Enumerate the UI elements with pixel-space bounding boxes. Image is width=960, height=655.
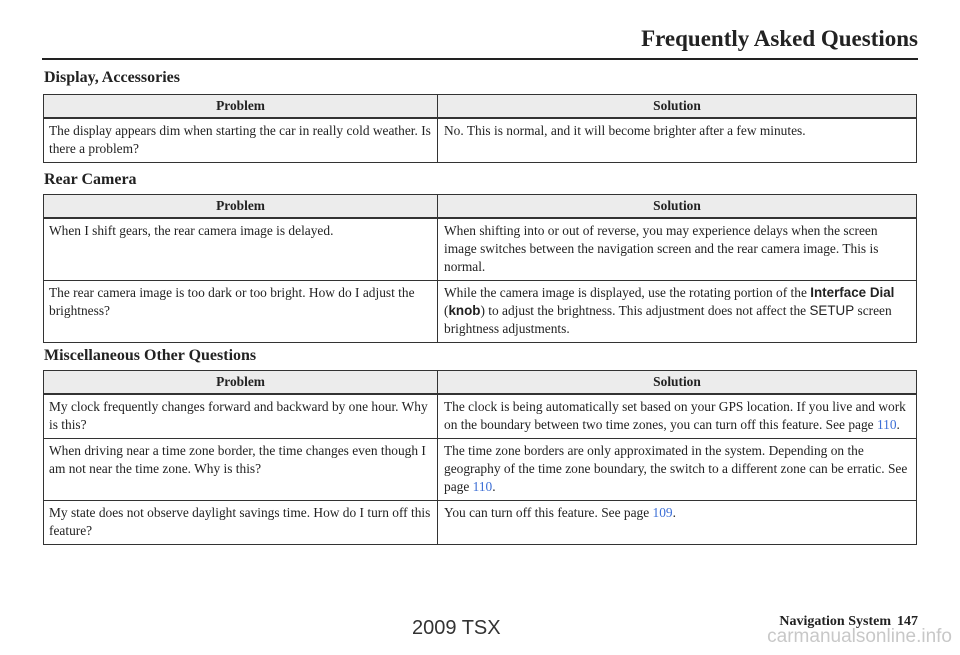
- table-row: [44, 218, 917, 281]
- watermark: carmanualsonline.info: [767, 626, 952, 647]
- page-title: Frequently Asked Questions: [641, 26, 918, 51]
- section-heading-display: Display, Accessories: [44, 69, 180, 86]
- problem-cell: My clock frequently changes forward and backward by one hour. Why is this?: [44, 394, 438, 439]
- column-header-solution: Solution: [438, 195, 917, 219]
- table-row: [44, 118, 917, 163]
- model-label: 2009 TSX: [412, 617, 501, 639]
- page-reference-link[interactable]: 110: [472, 479, 493, 494]
- problem-cell: When I shift gears, the rear camera image is delayed.: [44, 218, 438, 281]
- column-header-solution: Solution: [438, 95, 917, 119]
- section-heading-rear-camera: Rear Camera: [44, 171, 137, 188]
- table-header-row: [44, 371, 917, 395]
- problem-cell: My state does not observe daylight savings time. How do I turn off this feature?: [44, 501, 438, 545]
- table-row: [44, 281, 917, 343]
- problem-cell: The rear camera image is too dark or too bright. How do I adjust the brightness?: [44, 281, 438, 343]
- solution-cell: The clock is being automatically set based on your GPS location. If you live and work on the boundary between two time zones, you can turn off this feature. See page 110.: [438, 394, 917, 439]
- column-header-problem: Problem: [44, 95, 438, 119]
- solution-text: You can turn off this feature. See page: [444, 505, 653, 520]
- title-rule: [42, 58, 918, 60]
- solution-text: The clock is being automatically set based on your GPS location. If you live and work on the boundary between two time zones, you can turn off this feature. See page: [444, 399, 906, 432]
- problem-cell: The display appears dim when starting the car in really cold weather. Is there a problem?: [44, 118, 438, 163]
- section-heading-misc: Miscellaneous Other Questions: [44, 347, 257, 364]
- faq-table-rear-camera: [43, 194, 917, 343]
- problem-cell: When driving near a time zone border, the time changes even though I am not near the time zone. Why is this?: [44, 439, 438, 501]
- solution-text: ) to adjust the brightness. This adjustment does not affect the: [480, 303, 810, 318]
- table-row: [44, 501, 917, 545]
- solution-text: While the camera image is displayed, use the rotating portion of the: [444, 285, 811, 300]
- table-header-row: [44, 195, 917, 219]
- table-header-row: [44, 95, 917, 119]
- solution-text: screen brightness adjustments.: [444, 303, 892, 336]
- solution-text: (: [444, 303, 449, 318]
- column-header-problem: Problem: [44, 371, 438, 395]
- solution-cell: The time zone borders are only approximated in the system. Depending on the geography of the time zone boundary, the switch to a different zone can be erratic. See page 110.: [438, 439, 917, 501]
- table-row: [44, 439, 917, 501]
- interface-dial-label: Interface Dial: [810, 285, 895, 300]
- page-reference-link[interactable]: 110: [876, 417, 897, 432]
- faq-table-display: [43, 94, 917, 163]
- column-header-solution: Solution: [438, 371, 917, 395]
- column-header-problem: Problem: [44, 195, 438, 219]
- page-number: 147: [897, 614, 918, 629]
- solution-cell: When shifting into or out of reverse, you may experience delays when the screen image switches between the navigation screen and the rear camera image. This is normal.: [438, 218, 917, 281]
- table-row: [44, 394, 917, 439]
- footer-nav-label: Navigation System: [779, 614, 891, 629]
- page-reference-link[interactable]: 109: [652, 505, 673, 520]
- solution-cell: [438, 281, 917, 343]
- setup-label: SETUP: [809, 303, 855, 318]
- solution-cell: You can turn off this feature. See page 109.: [438, 501, 917, 545]
- solution-cell: No. This is normal, and it will become brighter after a few minutes.: [438, 118, 917, 163]
- solution-text: The time zone borders are only approximated in the system. Depending on the geography of the time zone boundary, the switch to a different zone can be erratic. See page: [444, 443, 908, 494]
- faq-table-misc: [43, 370, 917, 545]
- knob-label: knob: [448, 303, 481, 318]
